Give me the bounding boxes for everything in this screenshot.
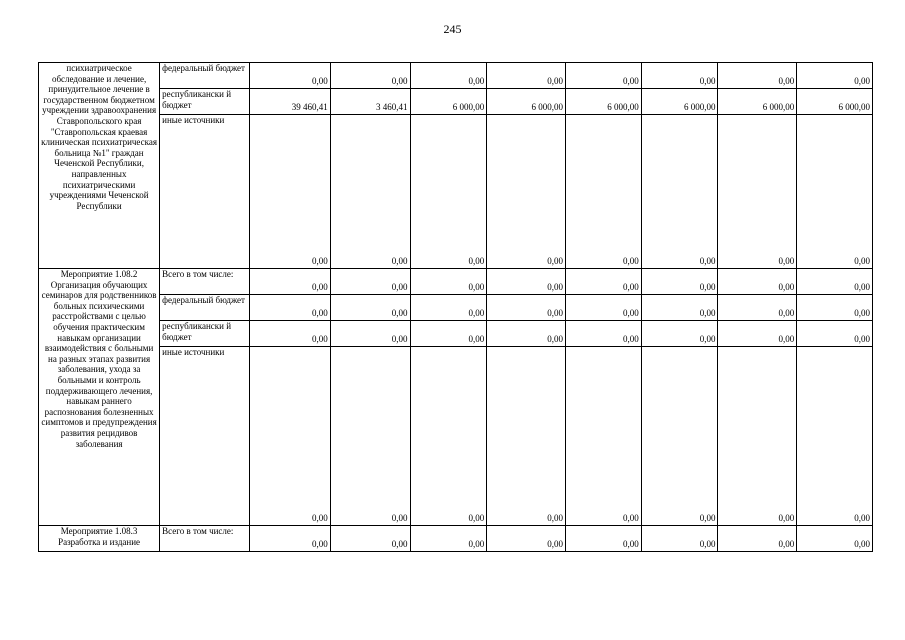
value-cell: 0,00	[641, 526, 718, 552]
value-cell: 0,00	[487, 295, 566, 321]
value-cell: 0,00	[641, 115, 718, 269]
measure-description: Мероприятие 1.08.3 Разработка и издание	[39, 526, 160, 552]
value-cell: 0,00	[330, 526, 410, 552]
value-cell: 0,00	[718, 347, 797, 526]
value-cell: 0,00	[410, 321, 487, 347]
value-cell: 0,00	[566, 295, 642, 321]
value-cell: 0,00	[566, 347, 642, 526]
value-cell: 0,00	[410, 63, 487, 89]
value-cell: 0,00	[487, 526, 566, 552]
value-cell: 0,00	[797, 347, 873, 526]
table-row	[39, 295, 873, 321]
value-cell: 0,00	[330, 269, 410, 295]
value-cell: 0,00	[410, 295, 487, 321]
measure-description: психиатрическое обследование и лечение, принудительное лечение в государственном бюджетном учреждении здравоохранения Ставропольского края "Ставропольская краевая клиническая психиатрическая больница №1" граждан Чеченской Республики, направленных психиатрическими учреждениями Чеченской Республики	[39, 63, 160, 269]
value-cell: 0,00	[797, 63, 873, 89]
value-cell: 0,00	[641, 321, 718, 347]
value-cell: 0,00	[487, 63, 566, 89]
value-cell: 0,00	[250, 295, 331, 321]
value-cell: 0,00	[250, 269, 331, 295]
table-row	[39, 526, 873, 552]
value-cell: 0,00	[330, 347, 410, 526]
funding-source: Всего в том числе:	[160, 526, 250, 552]
value-cell: 6 000,00	[487, 89, 566, 115]
value-cell: 0,00	[566, 526, 642, 552]
table-row	[39, 115, 873, 269]
table-row	[39, 347, 873, 526]
value-cell: 0,00	[250, 321, 331, 347]
table-row	[39, 269, 873, 295]
value-cell: 0,00	[487, 269, 566, 295]
value-cell: 0,00	[410, 269, 487, 295]
table-row	[39, 321, 873, 347]
value-cell: 0,00	[566, 269, 642, 295]
value-cell: 0,00	[797, 295, 873, 321]
page-number: 245	[443, 22, 462, 36]
value-cell: 0,00	[797, 321, 873, 347]
value-cell: 6 000,00	[566, 89, 642, 115]
funding-source: республикански й бюджет	[160, 321, 250, 347]
value-cell: 6 000,00	[797, 89, 873, 115]
funding-source: федеральный бюджет	[160, 63, 250, 89]
value-cell: 0,00	[641, 63, 718, 89]
budget-table	[38, 62, 873, 552]
table-row	[39, 63, 873, 89]
value-cell: 0,00	[250, 347, 331, 526]
value-cell: 0,00	[641, 269, 718, 295]
funding-source: республикански й бюджет	[160, 89, 250, 115]
measure-description: Мероприятие 1.08.2 Организация обучающих семинаров для родственников больных психическими расстройствами с целью обучения практическим навыкам организации взаимодействия с больными на разных этапах развития заболевания, ухода за больными и контроль поддерживающего лечения, навыкам раннего распознования болезненных симптомов и предупреждения развития рецидивов заболевания	[39, 269, 160, 526]
value-cell: 0,00	[250, 63, 331, 89]
value-cell: 0,00	[718, 321, 797, 347]
funding-source: иные источники	[160, 115, 250, 269]
value-cell: 0,00	[487, 321, 566, 347]
value-cell: 6 000,00	[410, 89, 487, 115]
value-cell: 0,00	[330, 321, 410, 347]
value-cell: 0,00	[566, 63, 642, 89]
value-cell: 0,00	[718, 115, 797, 269]
value-cell: 0,00	[718, 269, 797, 295]
value-cell: 0,00	[410, 526, 487, 552]
value-cell: 3 460,41	[330, 89, 410, 115]
value-cell: 6 000,00	[718, 89, 797, 115]
value-cell: 0,00	[566, 321, 642, 347]
value-cell: 0,00	[330, 295, 410, 321]
value-cell: 0,00	[487, 115, 566, 269]
value-cell: 0,00	[566, 115, 642, 269]
value-cell: 6 000,00	[641, 89, 718, 115]
value-cell: 39 460,41	[250, 89, 331, 115]
table-row	[39, 89, 873, 115]
value-cell: 0,00	[718, 526, 797, 552]
value-cell: 0,00	[718, 63, 797, 89]
funding-source: иные источники	[160, 347, 250, 526]
value-cell: 0,00	[797, 269, 873, 295]
value-cell: 0,00	[250, 115, 331, 269]
value-cell: 0,00	[410, 347, 487, 526]
value-cell: 0,00	[718, 295, 797, 321]
value-cell: 0,00	[410, 115, 487, 269]
value-cell: 0,00	[797, 115, 873, 269]
value-cell: 0,00	[250, 526, 331, 552]
value-cell: 0,00	[330, 115, 410, 269]
value-cell: 0,00	[487, 347, 566, 526]
funding-source: Всего в том числе:	[160, 269, 250, 295]
value-cell: 0,00	[330, 63, 410, 89]
value-cell: 0,00	[641, 295, 718, 321]
value-cell: 0,00	[641, 347, 718, 526]
funding-source: федеральный бюджет	[160, 295, 250, 321]
value-cell: 0,00	[797, 526, 873, 552]
